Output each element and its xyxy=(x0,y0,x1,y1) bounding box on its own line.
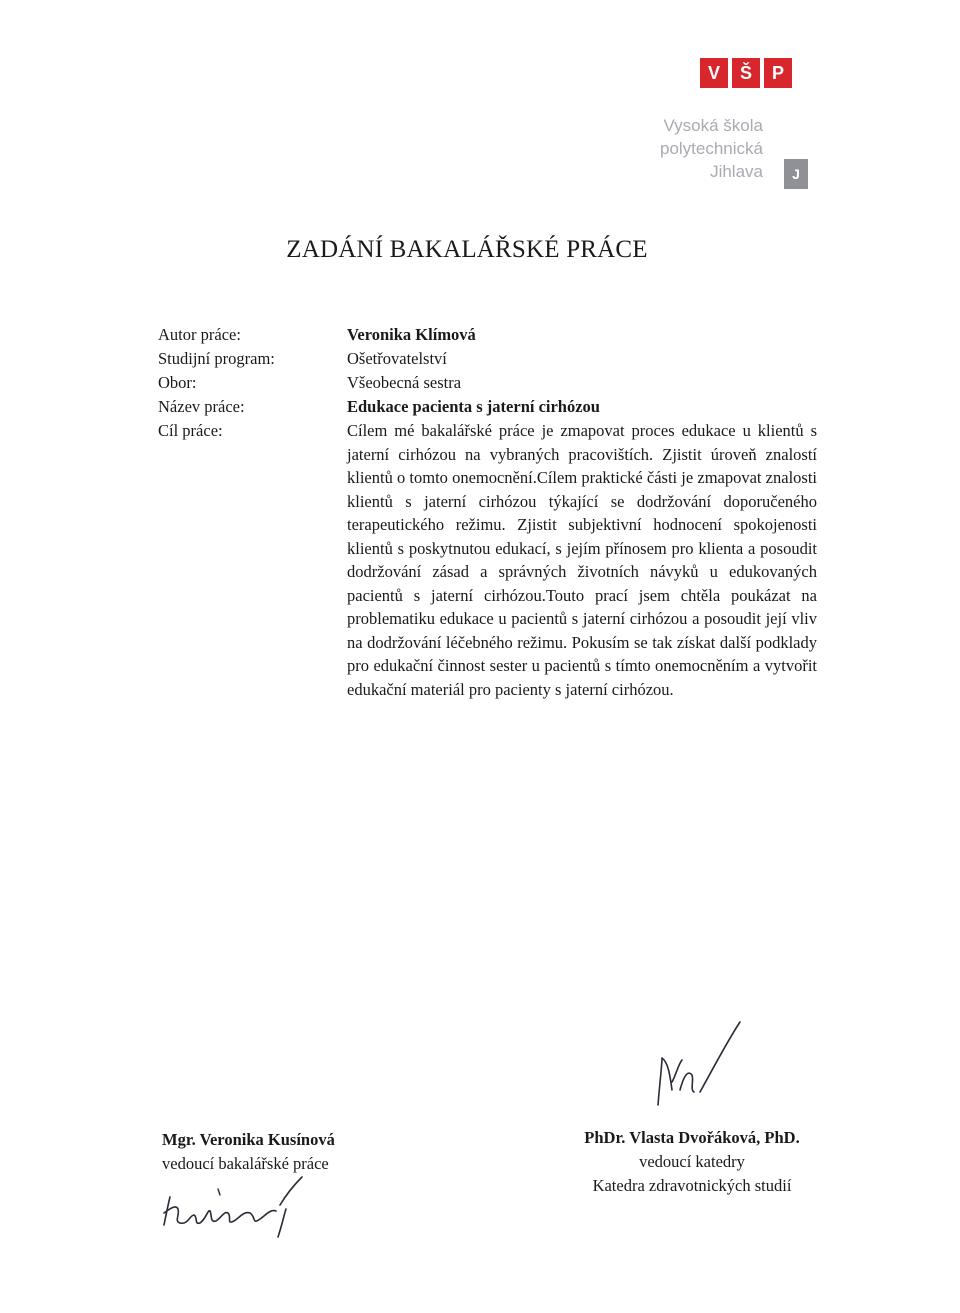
program-label: Studijní program: xyxy=(158,349,275,368)
head-department: Katedra zdravotnických studií xyxy=(592,1176,792,1195)
head-block xyxy=(577,1126,807,1198)
logo-name-line-1: Vysoká škola xyxy=(663,116,763,135)
branch-value: Všeobecná sestra xyxy=(347,373,462,392)
logo-letter-p: P xyxy=(764,58,792,88)
logo-name-line-3: Jihlava xyxy=(710,162,763,181)
head-signature xyxy=(640,1020,770,1120)
field-labels xyxy=(158,323,275,443)
thesis-title-value: Edukace pacienta s jaterní cirhózou xyxy=(347,397,600,416)
supervisor-signature xyxy=(160,1175,310,1245)
head-name: PhDr. Vlasta Dvořáková, PhD. xyxy=(584,1128,800,1147)
thesis-title-label: Název práce: xyxy=(158,397,245,416)
goal-label: Cíl práce: xyxy=(158,421,223,440)
author-label: Autor práce: xyxy=(158,325,241,344)
supervisor-block xyxy=(162,1128,335,1176)
supervisor-role: vedoucí bakalářské práce xyxy=(162,1154,329,1173)
head-role: vedoucí katedry xyxy=(639,1152,745,1171)
logo-school-name xyxy=(660,114,763,183)
author-value: Veronika Klímová xyxy=(347,325,476,344)
logo-letter-boxes xyxy=(700,58,792,88)
supervisor-name: Mgr. Veronika Kusínová xyxy=(162,1130,335,1149)
branch-label: Obor: xyxy=(158,373,197,392)
logo-letter-v: V xyxy=(700,58,728,88)
logo-letter-j: J xyxy=(784,159,808,189)
program-value: Ošetřovatelství xyxy=(347,349,447,368)
document-title: ZADÁNÍ BAKALÁŘSKÉ PRÁCE xyxy=(286,236,648,263)
field-values xyxy=(347,323,817,701)
goal-text: Cílem mé bakalářské práce je zmapovat proces edukace u klientů s jaterní cirhózou na vybraných pracovištích. Zjistit úroveň znalostí klientů o tomto onemocnění.Cílem praktické části je zmapovat znalosti klientů s jaterní cirhózou týkající se dodržování doporučeného terapeutického režimu. Zjistit subjektivní hodnocení spokojenosti klientů s poskytnutou edukací, s jejím přínosem pro klienta a posoudit dodržování zásad a správných životních návyků u edukovaných pacientů s jaterní cirhózou.Touto prací jsem chtěla poukázat na problematiku edukace u pacientů s jaterní cirhózou a posoudit její vliv na dodržování léčebného režimu. Pokusím se tak získat další podklady pro edukační činnost sester u pacientů s tímto onemocněním a vytvořit edukační materiál pro pacienty s jaterní cirhózou. xyxy=(347,421,817,699)
logo-letter-s: Š xyxy=(732,58,760,88)
school-logo xyxy=(640,58,815,188)
logo-name-line-2: polytechnická xyxy=(659,139,763,158)
